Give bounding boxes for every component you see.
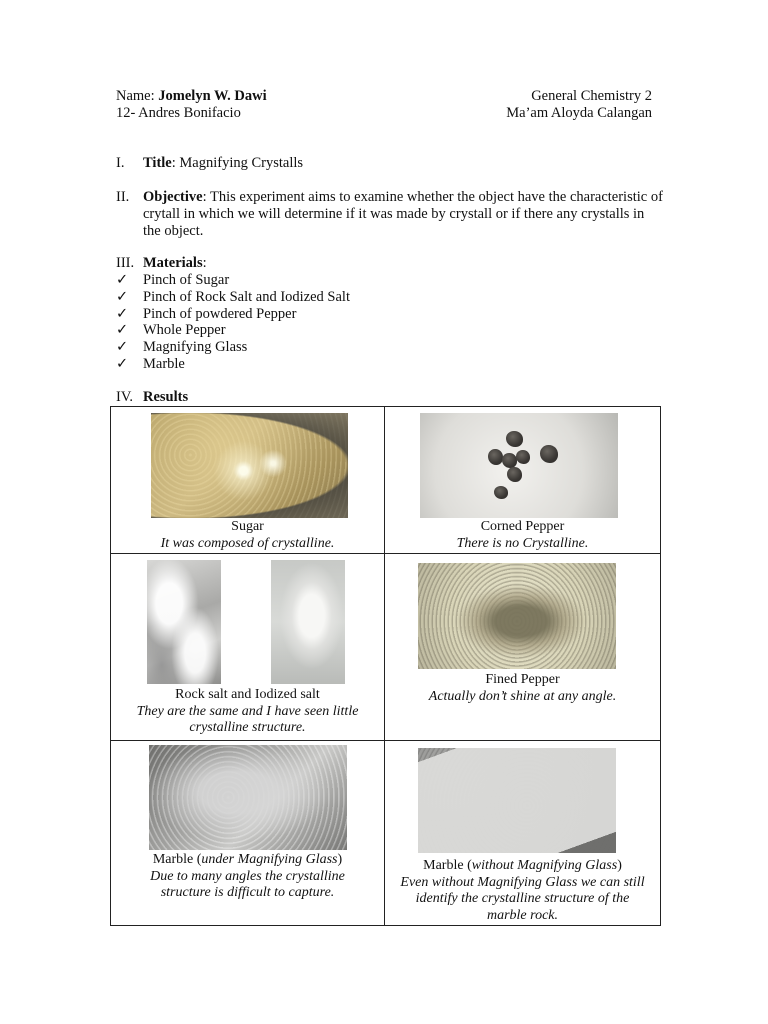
lens-edge-shadow: [151, 413, 348, 518]
peppercorn: [488, 449, 503, 465]
result-name: Corned Pepper: [480, 519, 565, 534]
title-text: : Magnifying Crystalls: [171, 155, 304, 171]
iodized-salt-photo: [271, 560, 345, 684]
result-cell-salt: [111, 554, 385, 741]
teacher-name: Ma’am Aloyda Calangan: [506, 105, 652, 121]
table-row: [111, 407, 661, 554]
peppercorn: [494, 486, 508, 499]
corned-pepper-photo: [420, 413, 618, 518]
result-cell-marble-without-glass: [385, 741, 661, 926]
objective-numeral: II.: [116, 189, 130, 205]
student-name: Jomelyn W. Dawi: [158, 88, 267, 104]
checkmark-icon: ✓: [116, 339, 129, 356]
result-cell-marble-under-glass: [111, 741, 385, 926]
fined-pepper-photo: [418, 563, 616, 669]
checkmark-icon: ✓: [116, 305, 129, 322]
title-label: Title: [143, 155, 172, 171]
results-table: [110, 406, 661, 926]
result-cell-sugar: [111, 407, 385, 554]
checkmark-icon: ✓: [116, 272, 129, 288]
peppercorn: [506, 431, 523, 447]
title-numeral: I.: [116, 155, 125, 171]
rock-salt-photo: [147, 560, 221, 684]
title-section: [116, 155, 303, 172]
materials-colon: :: [202, 255, 207, 271]
materials-section: [116, 255, 207, 272]
checkmark-icon: ✓: [116, 355, 129, 372]
result-name: Rock salt and Iodized salt: [175, 687, 320, 702]
peppercorn: [540, 445, 558, 463]
marble-photo: [418, 748, 616, 853]
peppercorn: [507, 467, 522, 482]
result-name: Marble (under Magnifying Glass): [152, 852, 343, 867]
marble-magnified-photo: [149, 745, 347, 850]
materials-numeral: III.: [116, 255, 135, 271]
peppercorn: [502, 453, 517, 468]
materials-label: Materials: [143, 255, 203, 271]
result-description: Due to many angles the crystalline structure is difficult to capture.: [150, 868, 345, 900]
result-name: Marble (without Magnifying Glass): [423, 858, 622, 873]
document-page: Name: Jomelyn W. Dawi 12- Andres Bonifacio General Chemistry 2 Ma’am Aloyda Calangan I. Title: Magnifying Crystalls II. Objective: This experiment aims to examine whether the object have the characteristic of crytall in which we will determine if it was made by crystall or if there any crystalls in the object. III. Materials: ✓ Pinch of Sugar ✓ Pinch of Rock Salt and Iodized Salt ✓ Pinch of powdered Pepper ✓ Whole Pepper ✓ Magnifying Glass ✓ Marble IV. Results Sugar It was composed of crystalline. Corned Pepper There is no Crystalline. Rock salt and Iodized salt They are the same and I have seen little crystalline structure. Fined Pepper Actually don’t shine at any angle. Marble (under Magnifying Glass) Due to many angles the crystalline structure is difficult to capture. Marble (without Magnifying Glass) Even without Magnifying Glass we can still identify the crystalline structure of the marble rock.: [0, 0, 768, 1024]
results-section: [116, 389, 188, 406]
result-description: They are the same and I have seen little crystalline structure.: [136, 703, 359, 735]
result-description: Even without Magnifying Glass we can still identify the crystalline structure of the marble rock.: [400, 874, 645, 923]
result-description: It was composed of crystalline.: [160, 535, 335, 551]
student-name-line: [116, 88, 267, 105]
result-cell-fined-pepper: [385, 554, 661, 741]
peppercorn: [516, 450, 530, 464]
result-description: Actually don’t shine at any angle.: [428, 688, 617, 704]
name-label: Name:: [116, 88, 159, 104]
table-row: [111, 554, 661, 741]
results-numeral: IV.: [116, 389, 134, 405]
objective-text: : This experiment aims to examine whether the object have the characteristic of crytall in which we will determine if it was made by crystall or if there any crystalls in the object.: [143, 189, 663, 239]
result-description: There is no Crystalline.: [456, 535, 589, 551]
student-section: 12- Andres Bonifacio: [116, 105, 241, 121]
objective-label: Objective: [143, 189, 203, 205]
checkmark-icon: ✓: [116, 288, 129, 305]
objective-section: [116, 189, 663, 240]
table-row: [111, 741, 661, 926]
result-name: Sugar: [231, 519, 264, 534]
checkmark-icon: ✓: [116, 322, 129, 339]
results-label: Results: [143, 389, 189, 405]
subject-name: General Chemistry 2: [531, 88, 652, 104]
result-name: Fined Pepper: [485, 672, 560, 687]
result-cell-corned-pepper: [385, 407, 661, 554]
